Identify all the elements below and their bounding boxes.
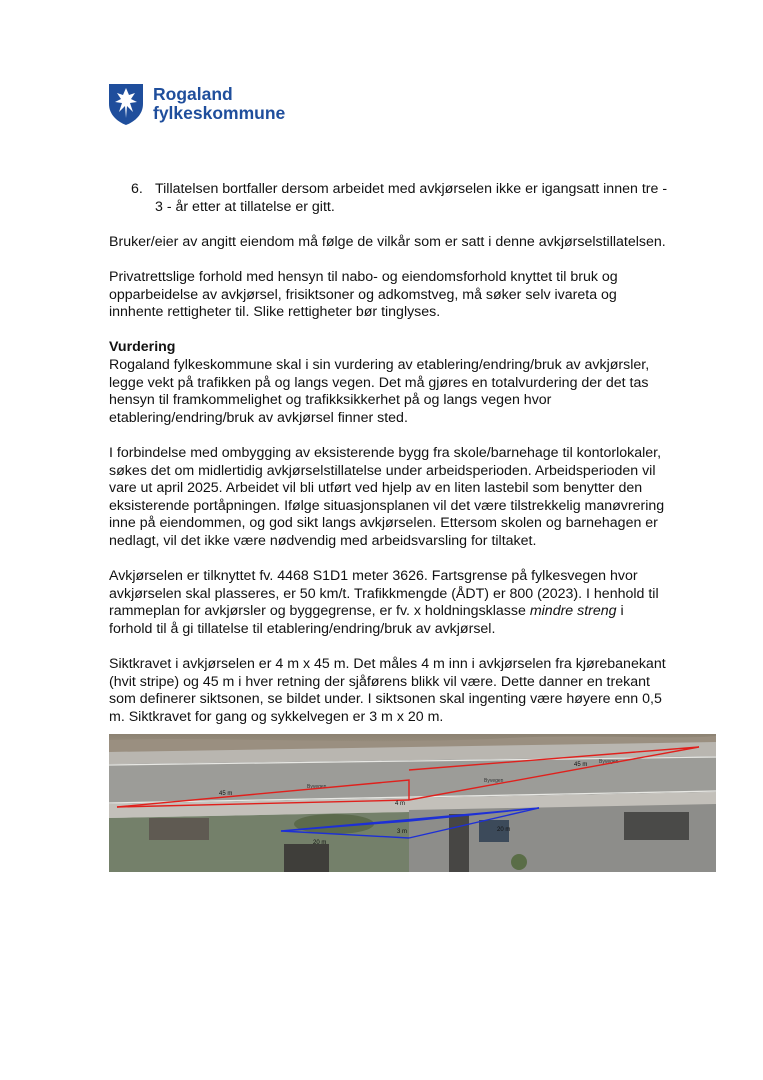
road-name-label-1: Byvegen bbox=[307, 784, 327, 790]
label-20m-left: 20 m bbox=[313, 840, 327, 846]
heading-vurdering: Vurdering bbox=[109, 339, 176, 356]
label-45m-right: 45 m bbox=[574, 762, 588, 768]
paragraph-bruker: Bruker/eier av angitt eiendom må følge de vilkår som er satt i denne avkjørselstillatelsen. bbox=[109, 233, 666, 250]
paragraph-avkjorsel bbox=[109, 568, 669, 638]
holdningsklasse-emphasis: mindre streng bbox=[529, 603, 617, 620]
logo-line2: fylkeskommune bbox=[153, 103, 286, 123]
label-20m-right: 20 m bbox=[497, 827, 511, 833]
list-text: Tillatelsen bortfaller dersom arbeidet med avkjørselen ikke er igangsatt innen tre - 3 - år etter at tillatelse er gitt. bbox=[155, 181, 668, 215]
paragraph-privatrettslige: Privatrettslige forhold med hensyn til nabo- og eiendomsforhold knyttet til bruk og opparbeidelse av avkjørsel, frisiktsoner og adkomstveg, må søker selv ivareta og innhente rettigheter til. Slike rettigheter bør tinglyses. bbox=[109, 268, 618, 321]
logo bbox=[107, 82, 285, 126]
paragraph-vurdering: Rogaland fylkeskommune skal i sin vurdering av etablering/endring/bruk av avkjørsler, legge vekt på trafikken på og langs vegen. Det må gjøres en totalvurdering der det tas hensyn til framkommelighet og trafikksikkerhet på og langs vegen hvor etablering/endring/bruk av avkjørsel finner sted. bbox=[109, 356, 650, 426]
paragraph-siktkrav: Siktkravet i avkjørselen er 4 m x 45 m. Det måles 4 m inn i avkjørselen fra kjørebanekant (hvit stripe) og 45 m i hver retning der sjåførens blikk vil være. Dette danner en trekant som definerer siktsonen, se bildet under. I siktsonen skal ingenting være høyere enn 0,5 m. Siktkravet for gang og sykkelvegen er 3 m x 20 m. bbox=[109, 656, 666, 725]
label-4m: 4 m bbox=[395, 801, 406, 807]
paragraph-avkjorsel-part2: i forhold til å gi tillatelse til etablering/endring/bruk av avkjørsel. bbox=[109, 603, 624, 637]
logo-text bbox=[153, 85, 285, 123]
label-3m: 3 m bbox=[397, 829, 408, 835]
road-name-label-3: Byvegen bbox=[599, 759, 619, 765]
road-name-label-2: Byvegen bbox=[484, 778, 504, 784]
section-vurdering bbox=[109, 339, 669, 427]
list-item bbox=[109, 181, 669, 216]
document-body bbox=[109, 181, 669, 744]
sight-zone-aerial-image bbox=[109, 734, 716, 872]
paragraph-avkjorsel-part1: Avkjørselen er tilknyttet fv. 4468 S1D1 meter 3626. Fartsgrense på fylkesvegen hvor avkjørselen skal plasseres, er 50 km/t. Trafikkmengde (ÅDT) er 800 (2023). I henhold til rammeplan for avkjørsler og byggegrense, er fv. x holdningsklasse bbox=[109, 568, 659, 620]
rogaland-shield-icon bbox=[107, 82, 145, 126]
paragraph-ombygging: I forbindelse med ombygging av eksisterende bygg fra skole/barnehage til kontorlokaler, søkes det om midlertidig avkjørselstillatelse under arbeidsperioden. Arbeidsperioden vil vare ut april 2025. Arbeidet vil bli utført ved hjelp av en liten lastebil som benytter den eksisterende portåpningen. Ifølge situasjonsplanen vil det være tilstrekkelig manøvrering inne på eiendommen, og god sikt langs avkjørselen. Ettersom skolen og barnehagen er nedlagt, vil det ikke være nødvendig med arbeidsvarsling for tiltaket. bbox=[109, 444, 665, 549]
logo-line1: Rogaland bbox=[153, 84, 233, 104]
label-45m-left: 45 m bbox=[219, 791, 233, 797]
list-number: 6. bbox=[131, 181, 143, 197]
